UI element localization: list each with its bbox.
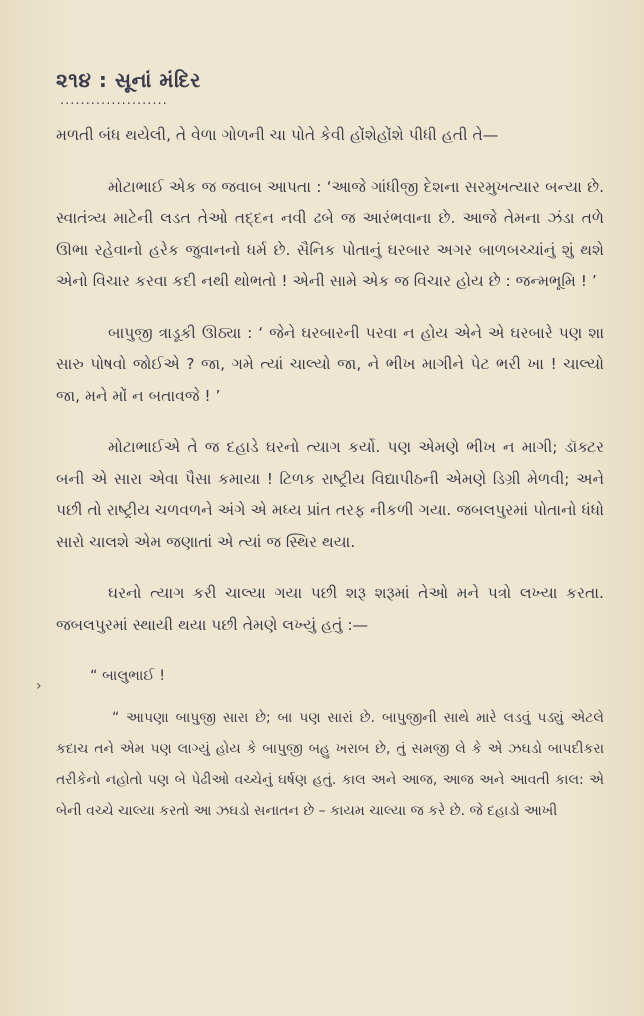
letter-salutation: “ બાલુભાઈ !	[90, 668, 166, 684]
paragraph-2: મોટાભાઈ એક જ જવાબ આપતા : ‘આજે ગાંધીજી દેશના સરમુખત્યાર બન્યા છે. સ્વાતંત્ર્ય માટેની લડત તેઓ તદ્દન નવી ઢબે જ આરંભવાના છે. આજે તેમના ઝંડા તળે ઊભા રહેવાનો હરેક જુવાનનો ધર્મ છે. સૈનિક પોતાનું ઘરબાર અગર બાળબચ્ચાંનું શું થશે એનો વિચાર કરવા કદી નથી થોભતો ! એની સામે એક જ વિચાર હોય છે : જન્મભૂમિ ! ’	[56, 177, 604, 290]
paragraph-5: ઘરનો ત્યાગ કરી ચાલ્યા ગયા પછી શરૂ શરૂમાં તેઓ મને પત્રો લખ્યા કરતા. જબલપુરમાં સ્થાયી થયા પછી તેમણે લખ્યું હતું :—	[56, 584, 604, 634]
paragraph-4: મોટાભાઈએ તે જ દહાડે ઘરનો ત્યાગ કર્યો. પણ એમણે ભીખ ન માગી; ડૉક્ટર બની એ સારા એવા પૈસા કમાયા ! ટિળક રાષ્ટ્રીય વિદ્યાપીઠની એમણે ડિગ્રી મેળવી; અને પછી તો રાષ્ટ્રીય ચળવળને અંગે એ મધ્ય પ્રાંત તરફ નીકળી ગયા. જબલપુરમાં પોતાનો ધંધો સારો ચાલશે એમ જણાતાં એ ત્યાં જ સ્થિર થયા.	[56, 438, 604, 551]
margin-mark: ›	[36, 678, 42, 694]
running-head: ૨૧૪ : સૂનાં મંદિર	[56, 68, 201, 92]
letter-body: “ આપણા બાપુજી સારા છે; બા પણ સારાં છે. બાપુજીની સાથે મારે લડવું પડ્યું એટલે કદાચ તને એમ પણ લાગ્યું હોય કે બાપુજી બહુ ખરાબ છે, તું સમજી લે કે એ ઝઘડો બાપદીકરા તરીકેનો નહોતો પણ બે પેઢીઓ વચ્ચેનું ઘર્ષણ હતું. કાલ અને આજ, આજ અને આવતી કાલ: એ બેની વચ્ચે ચાલ્યા કરતો આ ઝઘડો સનાતન છે – કાયમ ચાલ્યા જ કરે છે. જે દહાડો આખી	[56, 710, 604, 819]
dotted-rule: .....................	[60, 93, 168, 108]
paragraph-3: બાપુજી ત્રાડૂકી ઊઠ્યા : ‘ જેને ઘરબારની પરવા ન હોય એને એ ઘરબારે પણ શા સારુ પોષવો જોઈએ ? જા, ગમે ત્યાં ચાલ્યો જા, ને ભીખ માગીને પેટ ભરી ખા ! ચાલ્યો જા, મને મોં ન બતાવજે ! ’	[56, 323, 604, 405]
paragraph-1: મળતી બંધ થયેલી, તે વેળા ગોળની ચા પોતે કેવી હોંશેહોંશે પીધી હતી તે—	[56, 126, 499, 144]
